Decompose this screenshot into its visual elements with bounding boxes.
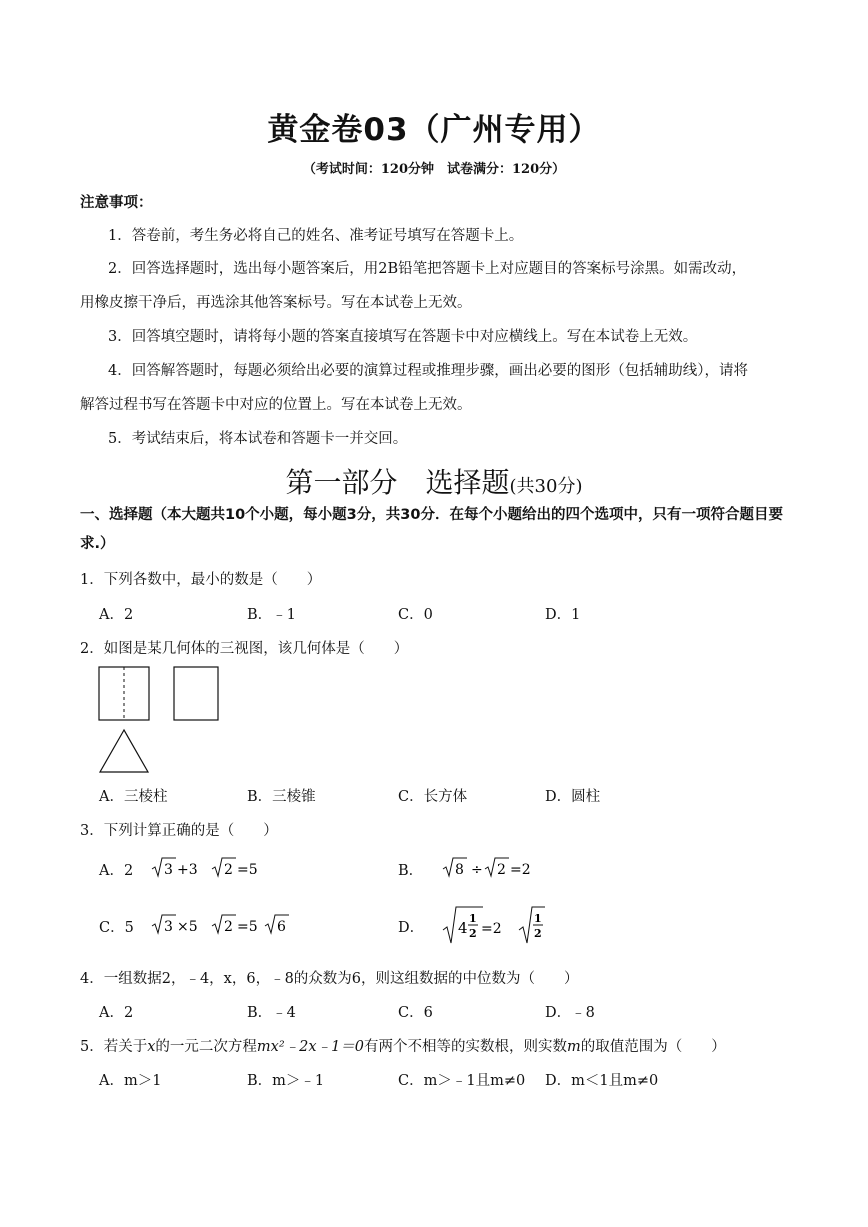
exam-info: （考试时间：120分钟 试卷满分：120分） — [302, 162, 566, 177]
q5-var-m: m — [567, 1039, 581, 1055]
q3-option-a — [99, 859, 133, 880]
notice-item-2-line-1: 2．回答选择题时，选出每小题答案后，用2B铅笔把答题卡上对应题目的答案标号涂黑。如需改动， — [108, 261, 747, 277]
q3-b-expression — [441, 855, 551, 881]
question-4-stem: 4．一组数据2，﹣4，x，6，﹣8的众数为6，则这组数据的中位数为（ ） — [80, 971, 579, 987]
q3-b-div: ÷ — [471, 862, 483, 878]
q3-b-label: B． — [398, 863, 424, 879]
q3-d-whole: 4 — [458, 919, 468, 937]
q5-equation: mx²﹣2x﹣1＝0 — [256, 1039, 365, 1055]
three-view-figure — [96, 664, 226, 776]
q2-option-c: C．长方体 — [398, 789, 468, 805]
q3-c-rad1: 3 — [164, 919, 173, 935]
q2-option-d: D．圆柱 — [545, 789, 601, 805]
q3-d-eq: =2 — [481, 921, 502, 937]
q3-option-d — [398, 916, 424, 937]
q3-a-eq: =5 — [237, 862, 258, 878]
notice-item-3: 3．回答填空题时，请将每小题的答案直接填写在答题卡中对应横线上。写在本试卷上无效。 — [108, 329, 698, 345]
q1-option-b: B．﹣1 — [247, 607, 296, 623]
q4-option-c: C．6 — [398, 1005, 433, 1021]
notice-item-5: 5．考试结束后，将本试卷和答题卡一并交回。 — [108, 431, 408, 447]
question-5-stem — [80, 1035, 726, 1056]
q3-option-b — [398, 859, 423, 880]
q4-option-d: D．﹣8 — [545, 1005, 595, 1021]
q3-d-den: 2 — [469, 927, 477, 940]
q2-option-b: B．三棱锥 — [247, 789, 316, 805]
q3-c-expression — [150, 912, 300, 938]
q4-option-b: B．﹣4 — [247, 1005, 296, 1021]
q3-a-rad1: 3 — [164, 862, 173, 878]
q5-stem-post: 有两个不相等的实数根，则实数 — [364, 1039, 568, 1055]
section-title — [0, 461, 868, 501]
section-score: (共30分) — [509, 476, 583, 497]
q5-option-a: A．m＞1 — [99, 1073, 162, 1089]
q3-d-expression — [441, 904, 551, 946]
q2-option-a: A．三棱柱 — [99, 789, 168, 805]
q3-d-label: D． — [398, 920, 425, 936]
q3-b-rad2: 2 — [497, 862, 506, 878]
q1-option-a: A．2 — [99, 607, 134, 623]
q5-option-b: B．m＞﹣1 — [247, 1073, 325, 1089]
side-view-rect — [174, 667, 218, 720]
q5-stem-mid: 的一元二次方程 — [155, 1039, 257, 1055]
question-2-stem: 2．如图是某几何体的三视图，该几何体是（ ） — [80, 641, 409, 657]
q3-c-rad2: 2 — [224, 919, 233, 935]
notice-item-2-line-2: 用橡皮擦干净后，再选涂其他答案标号。写在本试卷上无效。 — [80, 295, 472, 311]
notice-item-1: 1．答卷前，考生务必将自己的姓名、准考证号填写在答题卡上。 — [108, 228, 524, 244]
top-view-triangle — [100, 730, 148, 772]
q5-var-x: x — [147, 1039, 156, 1055]
q3-b-rad1: 8 — [455, 862, 464, 878]
q3-a-plus: +3 — [177, 862, 198, 878]
q3-b-eq: =2 — [510, 862, 531, 878]
notice-item-4-line-2: 解答过程书写在答题卡中对应的位置上。写在本试卷上无效。 — [80, 397, 472, 413]
q5-option-d: D．m＜1且m≠0 — [545, 1073, 659, 1089]
q5-option-c: C．m＞﹣1且m≠0 — [398, 1073, 526, 1089]
q3-c-times: ×5 — [177, 919, 198, 935]
q3-c-eq: =5 — [237, 919, 258, 935]
part-heading: 一、选择题（本大题共10个小题，每小题3分，共30分．在每个小题给出的四个选项中，只有一项符合题目要求.） — [80, 507, 783, 552]
q3-d-num2: 1 — [534, 912, 542, 925]
notice-item-4-line-1: 4．回答解答题时，每题必须给出必要的演算过程或推理步骤，画出必要的图形（包括辅助线），请将 — [108, 363, 748, 379]
page-title: 黄金卷03（广州专用） — [267, 112, 601, 148]
q5-stem-pre: 5．若关于 — [80, 1039, 148, 1055]
q3-option-c — [99, 916, 134, 937]
question-1-stem: 1．下列各数中，最小的数是（ ） — [80, 572, 322, 588]
q3-a-rad2: 2 — [224, 862, 233, 878]
q3-c-label: C．5 — [99, 920, 134, 936]
q4-option-a: A．2 — [99, 1005, 134, 1021]
q3-a-expression — [150, 855, 270, 881]
section-title-text: 第一部分 选择题 — [285, 466, 510, 499]
q3-d-num: 1 — [469, 912, 477, 925]
q3-d-den2: 2 — [534, 927, 542, 940]
notice-heading: 注意事项： — [80, 195, 153, 211]
question-3-stem: 3．下列计算正确的是（ ） — [80, 823, 278, 839]
q1-option-d: D．1 — [545, 607, 581, 623]
q1-option-c: C．0 — [398, 607, 433, 623]
q3-c-rad3: 6 — [277, 919, 286, 935]
q5-stem-end: 的取值范围为（ ） — [580, 1039, 726, 1055]
q3-a-label: A．2 — [99, 863, 134, 879]
